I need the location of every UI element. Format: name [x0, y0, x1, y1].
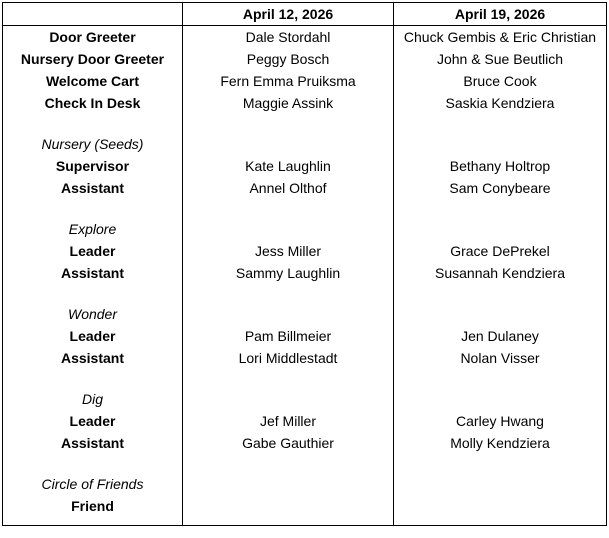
volunteer-cell-date-1: Dale Stordahl	[183, 26, 394, 49]
empty-cell	[183, 388, 394, 410]
volunteer-cell-date-2: Susannah Kendziera	[394, 262, 607, 284]
role-label: Friend	[3, 495, 183, 517]
header-blank-cell	[3, 3, 183, 26]
table-row	[3, 26, 607, 49]
volunteer-cell-date-1	[183, 495, 394, 517]
empty-cell	[183, 473, 394, 495]
table-row	[3, 92, 607, 114]
empty-cell	[183, 454, 394, 473]
section-title: Wonder	[3, 303, 183, 325]
empty-cell	[394, 517, 607, 526]
table-row	[3, 347, 607, 369]
role-label: Leader	[3, 410, 183, 432]
empty-cell	[183, 218, 394, 240]
volunteer-cell-date-2: Molly Kendziera	[394, 432, 607, 454]
empty-cell	[394, 388, 607, 410]
empty-cell	[3, 114, 183, 133]
section-heading-row	[3, 218, 607, 240]
role-label: Door Greeter	[3, 26, 183, 49]
volunteer-cell-date-1: Pam Billmeier	[183, 325, 394, 347]
table-row	[3, 410, 607, 432]
empty-cell	[183, 369, 394, 388]
empty-cell	[183, 199, 394, 218]
role-label: Assistant	[3, 262, 183, 284]
empty-cell	[394, 284, 607, 303]
table-row	[3, 432, 607, 454]
section-heading-row	[3, 133, 607, 155]
empty-cell	[394, 303, 607, 325]
header-date-1: April 12, 2026	[183, 3, 394, 26]
role-label: Check In Desk	[3, 92, 183, 114]
volunteer-cell-date-1: Annel Olthof	[183, 177, 394, 199]
volunteer-cell-date-1: Jef Miller	[183, 410, 394, 432]
volunteer-cell-date-2: Saskia Kendziera	[394, 92, 607, 114]
empty-cell	[394, 454, 607, 473]
empty-cell	[183, 133, 394, 155]
empty-cell	[394, 199, 607, 218]
role-label: Assistant	[3, 432, 183, 454]
role-label: Supervisor	[3, 155, 183, 177]
empty-cell	[183, 284, 394, 303]
empty-cell	[3, 454, 183, 473]
empty-cell	[394, 133, 607, 155]
volunteer-cell-date-2: Grace DePrekel	[394, 240, 607, 262]
spacer-row	[3, 284, 607, 303]
volunteer-cell-date-1: Jess Miller	[183, 240, 394, 262]
volunteer-cell-date-1: Fern Emma Pruiksma	[183, 70, 394, 92]
empty-cell	[394, 369, 607, 388]
role-label: Nursery Door Greeter	[3, 48, 183, 70]
volunteer-cell-date-2: Sam Conybeare	[394, 177, 607, 199]
volunteer-cell-date-1: Peggy Bosch	[183, 48, 394, 70]
table-row	[3, 155, 607, 177]
table-row	[3, 325, 607, 347]
volunteer-cell-date-2: Bethany Holtrop	[394, 155, 607, 177]
table-row	[3, 262, 607, 284]
empty-cell	[3, 517, 183, 526]
empty-cell	[394, 218, 607, 240]
section-title: Circle of Friends	[3, 473, 183, 495]
table-row	[3, 70, 607, 92]
empty-cell	[3, 199, 183, 218]
section-title: Dig	[3, 388, 183, 410]
section-title: Nursery (Seeds)	[3, 133, 183, 155]
empty-cell	[3, 284, 183, 303]
volunteer-cell-date-1: Kate Laughlin	[183, 155, 394, 177]
table-row	[3, 48, 607, 70]
table-row	[3, 240, 607, 262]
spacer-row	[3, 454, 607, 473]
volunteer-cell-date-2: Chuck Gembis & Eric Christian	[394, 26, 607, 49]
volunteer-cell-date-2: Jen Dulaney	[394, 325, 607, 347]
volunteer-cell-date-1: Maggie Assink	[183, 92, 394, 114]
section-heading-row	[3, 473, 607, 495]
volunteer-cell-date-2	[394, 495, 607, 517]
section-heading-row	[3, 303, 607, 325]
role-label: Assistant	[3, 177, 183, 199]
volunteer-cell-date-1: Lori Middlestadt	[183, 347, 394, 369]
role-label: Welcome Cart	[3, 70, 183, 92]
tail-row	[3, 517, 607, 526]
empty-cell	[183, 517, 394, 526]
role-label: Leader	[3, 240, 183, 262]
header-date-2: April 19, 2026	[394, 3, 607, 26]
empty-cell	[183, 303, 394, 325]
volunteer-cell-date-2: Bruce Cook	[394, 70, 607, 92]
volunteer-cell-date-1: Sammy Laughlin	[183, 262, 394, 284]
role-label: Assistant	[3, 347, 183, 369]
role-label: Leader	[3, 325, 183, 347]
spacer-row	[3, 369, 607, 388]
volunteer-cell-date-2: Nolan Visser	[394, 347, 607, 369]
section-heading-row	[3, 388, 607, 410]
header-row	[3, 3, 607, 26]
empty-cell	[394, 473, 607, 495]
empty-cell	[394, 114, 607, 133]
volunteer-cell-date-1: Gabe Gauthier	[183, 432, 394, 454]
empty-cell	[183, 114, 394, 133]
spacer-row	[3, 114, 607, 133]
table-row	[3, 177, 607, 199]
spacer-row	[3, 199, 607, 218]
volunteer-cell-date-2: Carley Hwang	[394, 410, 607, 432]
empty-cell	[3, 369, 183, 388]
section-title: Explore	[3, 218, 183, 240]
volunteer-cell-date-2: John & Sue Beutlich	[394, 48, 607, 70]
table-row	[3, 495, 607, 517]
volunteer-schedule-table	[2, 2, 607, 526]
